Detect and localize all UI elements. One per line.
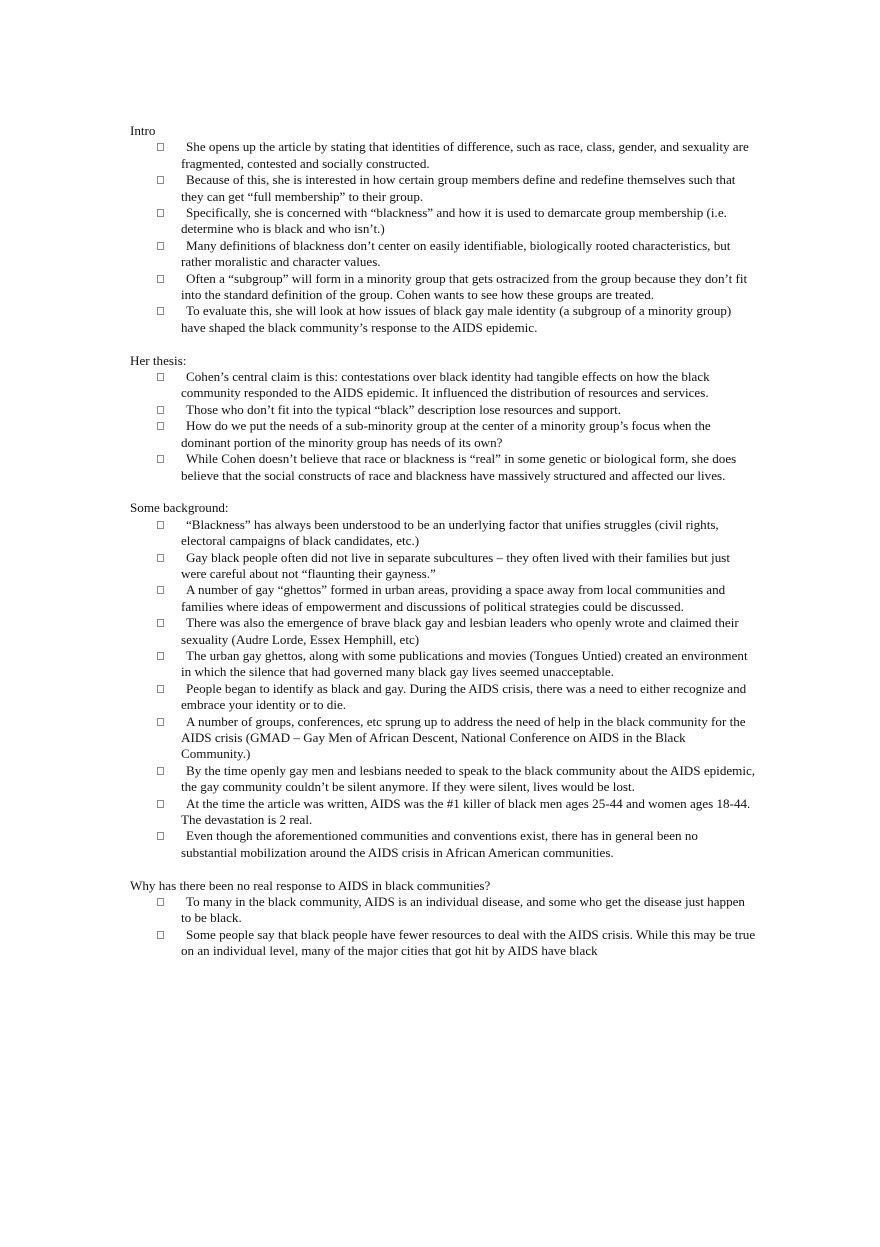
list-item-text: There was also the emergence of brave black gay and lesbian leaders who openly wrote and claimed their sexuality (Audre Lorde, Essex Hemphill, etc) <box>181 615 739 647</box>
list-item-text: People began to identify as black and gay. During the AIDS crisis, there was a need to either recognize and embrace your identity or to die. <box>181 680 747 713</box>
bullet-box-icon <box>157 898 164 906</box>
list-item-text: The urban gay ghettos, along with some publications and movies (Tongues Untied) created an environment in which the silence that had governed many black gay lives seemed unacceptable. <box>181 647 748 680</box>
bullet-list <box>130 139 770 336</box>
list-item-text: By the time openly gay men and lesbians needed to speak to the black community about the AIDS epidemic, the gay community couldn’t be silent anymore. If they were silent, lives would be lost. <box>181 762 756 795</box>
bullet-box-icon <box>157 176 164 184</box>
bullet-box-icon <box>157 652 164 660</box>
list-item <box>130 238 770 271</box>
section-why-no-response <box>130 878 770 960</box>
section-background <box>130 500 770 861</box>
list-item <box>130 615 770 648</box>
list-item-text: Even though the aforementioned communities and conventions exist, there has in general been no substantial mobilization around the AIDS crisis in African American communities. <box>181 828 698 860</box>
section-heading: Her thesis: <box>130 352 187 368</box>
list-item-text: Those who don’t fit into the typical “black” description lose resources and support. <box>186 401 622 417</box>
list-item <box>130 550 770 583</box>
list-item-text: A number of groups, conferences, etc sprung up to address the need of help in the black community for the AIDS crisis (GMAD – Gay Men of African Descent, National Conference on AIDS in the Black Community.) <box>181 713 746 762</box>
list-item <box>130 927 770 960</box>
list-item <box>130 648 770 681</box>
list-item-text: “Blackness” has always been understood to be an underlying factor that unifies struggles (civil rights, electoral campaigns of black candidates, etc.) <box>181 516 719 549</box>
bullet-box-icon <box>157 685 164 693</box>
list-item <box>130 205 770 238</box>
list-item <box>130 418 770 451</box>
list-item-text: At the time the article was written, AIDS was the #1 killer of black men ages 25-44 and women ages 18-44. The devastation is 2 real. <box>181 795 751 828</box>
bullet-box-icon <box>157 800 164 808</box>
bullet-box-icon <box>157 554 164 562</box>
list-item-text: Gay black people often did not live in separate subcultures – they often lived with their families but just were careful about not “flaunting their gayness.” <box>181 549 730 581</box>
bullet-box-icon <box>157 718 164 726</box>
list-item <box>130 517 770 550</box>
bullet-box-icon <box>157 455 164 463</box>
list-item <box>130 796 770 829</box>
list-item <box>130 271 770 304</box>
list-item <box>130 369 770 402</box>
list-item-text: To evaluate this, she will look at how issues of black gay male identity (a subgroup of a minority group) have shaped the black community’s response to the AIDS epidemic. <box>181 303 732 335</box>
list-item-text: A number of gay “ghettos” formed in urban areas, providing a space away from local communities and families where ideas of empowerment and discussions of political strategies could be discussed. <box>181 582 726 614</box>
bullet-box-icon <box>157 931 164 939</box>
list-item-text: She opens up the article by stating that identities of difference, such as race, class, gender, and sexuality are fragmented, contested and socially constructed. <box>181 139 749 171</box>
list-item-text: Often a “subgroup” will form in a minority group that gets ostracized from the group because they don’t fit into the standard definition of the group. Cohen wants to see how these groups are treated. <box>181 270 748 303</box>
bullet-box-icon <box>157 143 164 151</box>
list-item-text: While Cohen doesn’t believe that race or blackness is “real” in some genetic or biological form, she does believe that the social constructs of race and blackness have massively structured and affected our lives. <box>181 451 737 483</box>
list-item-text: Some people say that black people have fewer resources to deal with the AIDS crisis. While this may be true on an individual level, many of the major cities that got hit by AIDS have black <box>181 926 756 959</box>
bullet-box-icon <box>157 619 164 627</box>
section-heading: Why has there been no real response to AIDS in black communities? <box>130 877 491 893</box>
list-item <box>130 303 770 336</box>
list-item <box>130 139 770 172</box>
list-item <box>130 681 770 714</box>
list-item-text: Specifically, she is concerned with “blackness” and how it is used to demarcate group membership (i.e. determine who is black and who isn’t.) <box>181 205 727 237</box>
bullet-list <box>130 369 770 484</box>
list-item-text: Cohen’s central claim is this: contestations over black identity had tangible effects on how the black community responded to the AIDS epidemic. It influenced the distribution of resources and services. <box>181 369 710 401</box>
list-item <box>130 172 770 205</box>
list-item <box>130 894 770 927</box>
bullet-box-icon <box>157 767 164 775</box>
bullet-box-icon <box>157 586 164 594</box>
bullet-box-icon <box>157 832 164 840</box>
list-item-text: Because of this, she is interested in how certain group members define and redefine themselves such that they can get “full membership” to their group. <box>181 172 736 204</box>
list-item-text: How do we put the needs of a sub-minority group at the center of a minority group’s focus when the dominant portion of the minority group has needs of its own? <box>181 418 711 450</box>
bullet-box-icon <box>157 242 164 250</box>
bullet-box-icon <box>157 373 164 381</box>
list-item <box>130 828 770 861</box>
list-item <box>130 402 770 418</box>
bullet-box-icon <box>157 209 164 217</box>
bullet-box-icon <box>157 307 164 315</box>
list-item <box>130 451 770 484</box>
list-item <box>130 763 770 796</box>
list-item-text: To many in the black community, AIDS is an individual disease, and some who get the disease just happen to be black. <box>181 894 745 926</box>
section-thesis <box>130 353 770 484</box>
document-page <box>130 123 770 960</box>
bullet-box-icon <box>157 521 164 529</box>
bullet-box-icon <box>157 275 164 283</box>
bullet-list <box>130 894 770 960</box>
list-item-text: Many definitions of blackness don’t center on easily identifiable, biologically rooted characteristics, but rather moralistic and character values. <box>181 237 731 270</box>
section-heading: Some background: <box>130 500 229 516</box>
list-item <box>130 714 770 763</box>
section-intro <box>130 123 770 336</box>
section-heading: Intro <box>130 123 156 138</box>
bullet-box-icon <box>157 422 164 430</box>
bullet-box-icon <box>157 406 164 414</box>
bullet-list <box>130 517 770 862</box>
list-item <box>130 582 770 615</box>
